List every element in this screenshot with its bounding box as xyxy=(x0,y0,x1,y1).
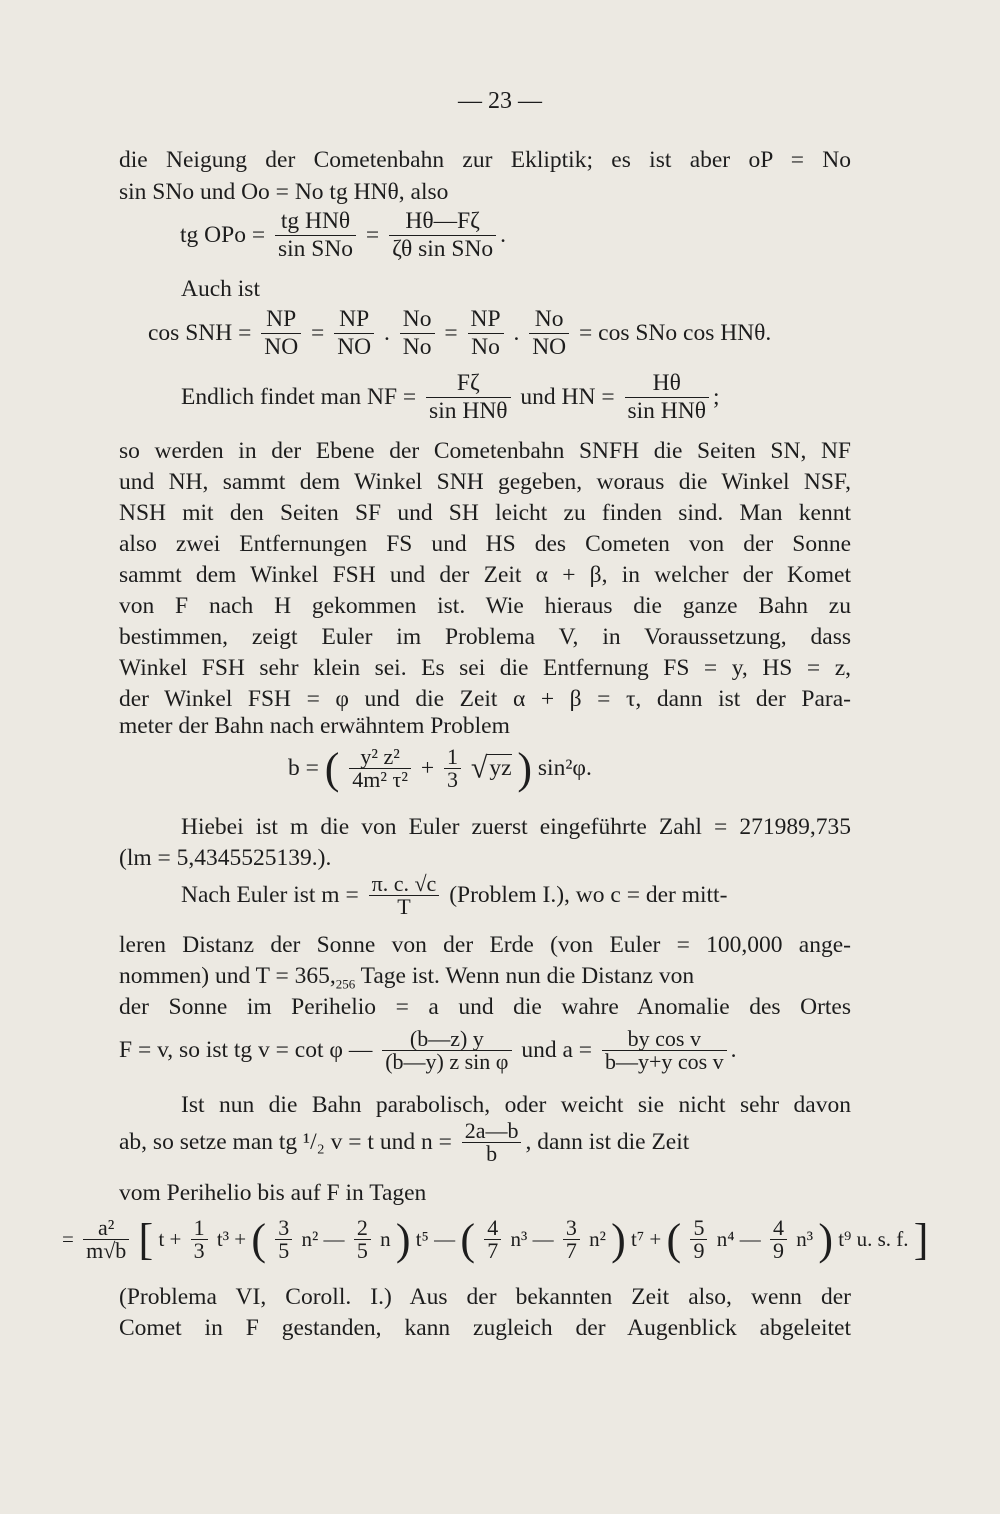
text-line: also zwei Entfernungen FS und HS des Cometen von der Sonne xyxy=(119,531,851,557)
formula-euler-m: Nach Euler ist m = $\frac{\pi. c. √c}{T}$ (Problem I.), wo c = der mitt- xyxy=(181,871,728,919)
formula-tg-opo: tg OPo = $\frac{\text{tg HNθ}}{\text{sin SNo}}$ = $\frac{H\theta—F\zeta}{\text{ζθ sin SNo}}$ . xyxy=(180,208,507,262)
text-line: (lm = 5,4345525139.). xyxy=(119,845,332,871)
text-line: (Problema VI, Coroll. I.) Aus der bekannten Zeit also, wenn der xyxy=(119,1284,851,1310)
text-line: Auch ist xyxy=(181,276,260,302)
text-line: meter der Bahn nach erwähntem Problem xyxy=(119,713,510,739)
formula-parameter-b: b = ( $\frac{\text{y² z²}}{\text{4m² τ²}}$ + $\frac{1}{3}$ √yz ) sin²φ. xyxy=(288,744,592,793)
text-line: von F nach H gekommen ist. Wie hieraus die ganze Bahn zu xyxy=(119,593,851,619)
formula-tg-v: F = v, so ist tg v = cot φ — $\frac{(b—z) y}{\text{(b—y) z sin φ}}$ und a = $\frac{\text{by cos v}}{\text{b—y+y cos v}}$ . xyxy=(119,1026,737,1074)
page-number: — 23 — xyxy=(458,88,542,114)
text-line: der Sonne im Perihelio = a und die wahre Anomalie des Ortes xyxy=(119,994,851,1020)
text-line: Comet in F gestanden, kann zugleich der Augenblick abgeleitet xyxy=(119,1315,851,1341)
text-line: vom Perihelio bis auf F in Tagen xyxy=(119,1180,427,1206)
formula-cos-snh: cos SNH = $\frac{NP}{NO}$ = $\frac{NP}{NO}$ . $\frac{No}{No}$ = $\frac{NP}{No}$ . $\frac{No}{NO}$ = cos SNo cos HNθ. xyxy=(148,306,772,360)
formula-time-series: = $\frac{\text{a²}}{m√b}$ [ t + $\frac{1}{3}$ t³ + ( $\frac{3}{5}$ n² — $\frac{2}{5}$ n ) t⁵ — ( $\frac{4}{7}$ n³ — $\frac{3}{7}$ n² ) t⁷ + ( $\frac{5}{9}$ n⁴ — $\frac{4}{9}$ n³ ) t⁹ u. s. f. ] xyxy=(62,1215,929,1264)
text-line: NSH mit den Seiten SF und SH leicht zu finden sind. Man kennt xyxy=(119,500,851,526)
text-line: die Neigung der Cometenbahn zur Ekliptik; es ist aber oP = No xyxy=(119,147,851,173)
text-line: Winkel FSH sehr klein sei. Es sei die Entfernung FS = y, HS = z, xyxy=(119,655,851,681)
text-line: sammt dem Winkel FSH und der Zeit α + β, in welcher der Komet xyxy=(119,562,851,588)
text-line: Ist nun die Bahn parabolisch, oder weicht sie nicht sehr davon xyxy=(181,1092,851,1118)
text-line: leren Distanz der Sonne von der Erde (von Euler = 100,000 ange- xyxy=(119,932,851,958)
formula-tg-half-v: ab, so setze man tg ¹/₂ v = t und n = $\frac{2a—b}{b}$ , dann ist die Zeit xyxy=(119,1118,690,1166)
text-line: nommen) und $T = 365,_{256}$ Tage ist. Wenn nun die Distanz von xyxy=(119,963,695,992)
text-line: bestimmen, zeigt Euler im Problema V, in Voraussetzung, dass xyxy=(119,624,851,650)
text-line: Hiebei ist m die von Euler zuerst eingeführte Zahl = 271989,735 xyxy=(181,814,851,840)
formula-nf-hn: Endlich findet man NF = $\frac{F\zeta}{\text{sin HNθ}}$ und HN = $\frac{H\theta}{\text{sin HNθ}}$ ; xyxy=(181,370,720,424)
text-line: der Winkel FSH = φ und die Zeit α + β = τ, dann ist der Para- xyxy=(119,686,851,712)
text-line: sin SNo und Oo = No tg HNθ, also xyxy=(119,179,449,205)
text-line: so werden in der Ebene der Cometenbahn SNFH die Seiten SN, NF xyxy=(119,438,851,464)
text-line: und NH, sammt dem Winkel SNH gegeben, woraus die Winkel NSF, xyxy=(119,469,851,495)
